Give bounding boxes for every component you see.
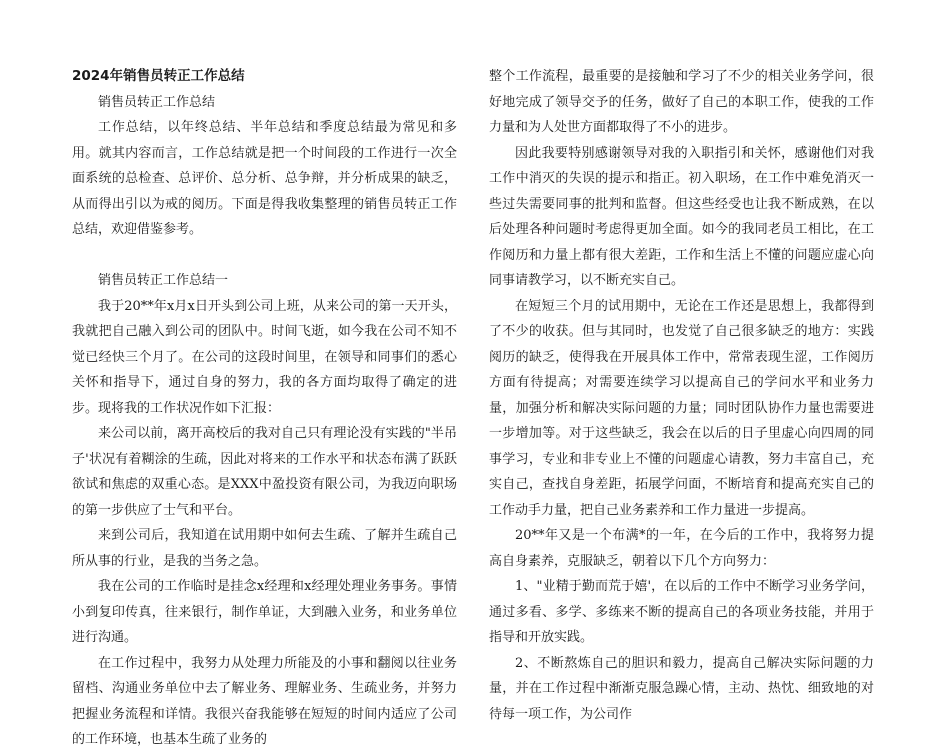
intro-paragraph: 工作总结，以年终总结、半年总结和季度总结最为常见和多用。就其内容而言，工作总结就是把一个时间段的工作进行一次全面系统的总检查、总评价、总分析、总争辩，并分析成果的缺乏，从而得出引以为戒的阅历。下面是得我收集整理的销售员转正工作总结，欢迎借鉴参考。	[72, 120, 457, 237]
paragraph: 我在公司的工作临时是挂念x经理和x经理处理业务事务。事情小到复印传真，往来银行，制作单证，大到融入业务，和业务单位进行沟通。	[72, 579, 457, 645]
section-gap	[72, 243, 457, 269]
section-title: 销售员转正工作总结一	[98, 273, 229, 288]
left-column	[72, 64, 457, 753]
paragraph: 2、不断熬炼自己的胆识和毅力，提高自己解决实际问题的力量，并在工作过程中渐渐克服急躁心情，主动、热忱、细致地的对待每一项工作，为公司作	[489, 655, 874, 722]
paragraph: 1、"业精于勤而荒于嬉'，在以后的工作中不断学习业务学问，通过多看、多学、多练来不断的提高自己的各项业务技能，并用于指导和开放实践。	[489, 579, 874, 645]
paragraph: 我于20**年x月x日开头到公司上班，从来公司的第一天开头，我就把自己融入到公司的团队中。时间飞逝，如今我在公司不知不觉已经快三个月了。在公司的这段时间里，在领导和同事们的悉心关怀和指导下，通过自身的努力，我的各方面均取得了确定的进步。现将我的工作状况作如下汇报：	[72, 298, 457, 416]
paragraph: 在短短三个月的试用期中，无论在工作还是思想上，我都得到了不少的收获。但与其同时，也发觉了自己很多缺乏的地方：实践阅历的缺乏，使得我在开展具体工作中，常常表现生涩，工作阅历方面有待提高；对需要连续学习以提高自己的学问水平和业务力量，加强分析和解决实际问题的力量；同时团队协作力量也需要进一步增加等。对于这些缺乏，我会在以后的日子里虚心向四周的同事学习，专业和非专业上不懂的问题虚心请教，努力丰富自己，充实自己，查找自身差距，拓展学问面，不断培育和提高充实自己的工作动手力量，把自己业务素养和工作力量进一步提高。	[489, 298, 874, 518]
continuation-paragraph: 整个工作流程，最重要的是接触和学习了不少的相关业务学问，很好地完成了领导交予的任务，做好了自己的本职工作，使我的工作力量和为人处世方面都取得了不小的进步。	[489, 69, 874, 135]
paragraph: 来到公司后，我知道在试用期中如何去生疏、了解并生疏自己所从事的行业，是我的当务之急。	[72, 528, 457, 569]
document-title: 2024年销售员转正工作总结	[72, 68, 245, 84]
paragraph: 因此我要特别感谢领导对我的入职指引和关怀，感谢他们对我工作中消灭的失误的提示和指正。初入职场，在工作中难免消灭一些过失需要同事的批判和监督。但这些经受也让我不断成熟，在以后处理各种问题时考虑得更加全面。如今的我同老员工相比，在工作阅历和力量上都有很大差距，工作和生活上不懂的问题应虚心向同事请教学习，以不断充实自己。	[489, 145, 874, 288]
paragraph: 20**年又是一个布满*的一年，在今后的工作中，我将努力提高自身素养，克服缺乏，朝着以下几个方向努力：	[489, 528, 874, 569]
right-column	[489, 64, 874, 727]
paragraph: 在工作过程中，我努力从处理力所能及的小事和翻阅以往业务留档、沟通业务单位中去了解业务、理解业务、生疏业务，并努力把握业务流程和详情。我很兴奋我能够在短短的时间内适应了公司的工作环境，也基本生疏了业务的	[72, 655, 457, 747]
subtitle: 销售员转正工作总结	[98, 94, 216, 110]
paragraph: 来公司以前，离开高校后的我对自己只有理论没有实践的"半吊子'状况有着糊涂的生疏，因此对将来的工作水平和状态布满了跃跃欲试和焦虑的双重心态。是XXX中盈投资有限公司，为我迈向职场的第一步供应了士气和平台。	[72, 426, 457, 518]
